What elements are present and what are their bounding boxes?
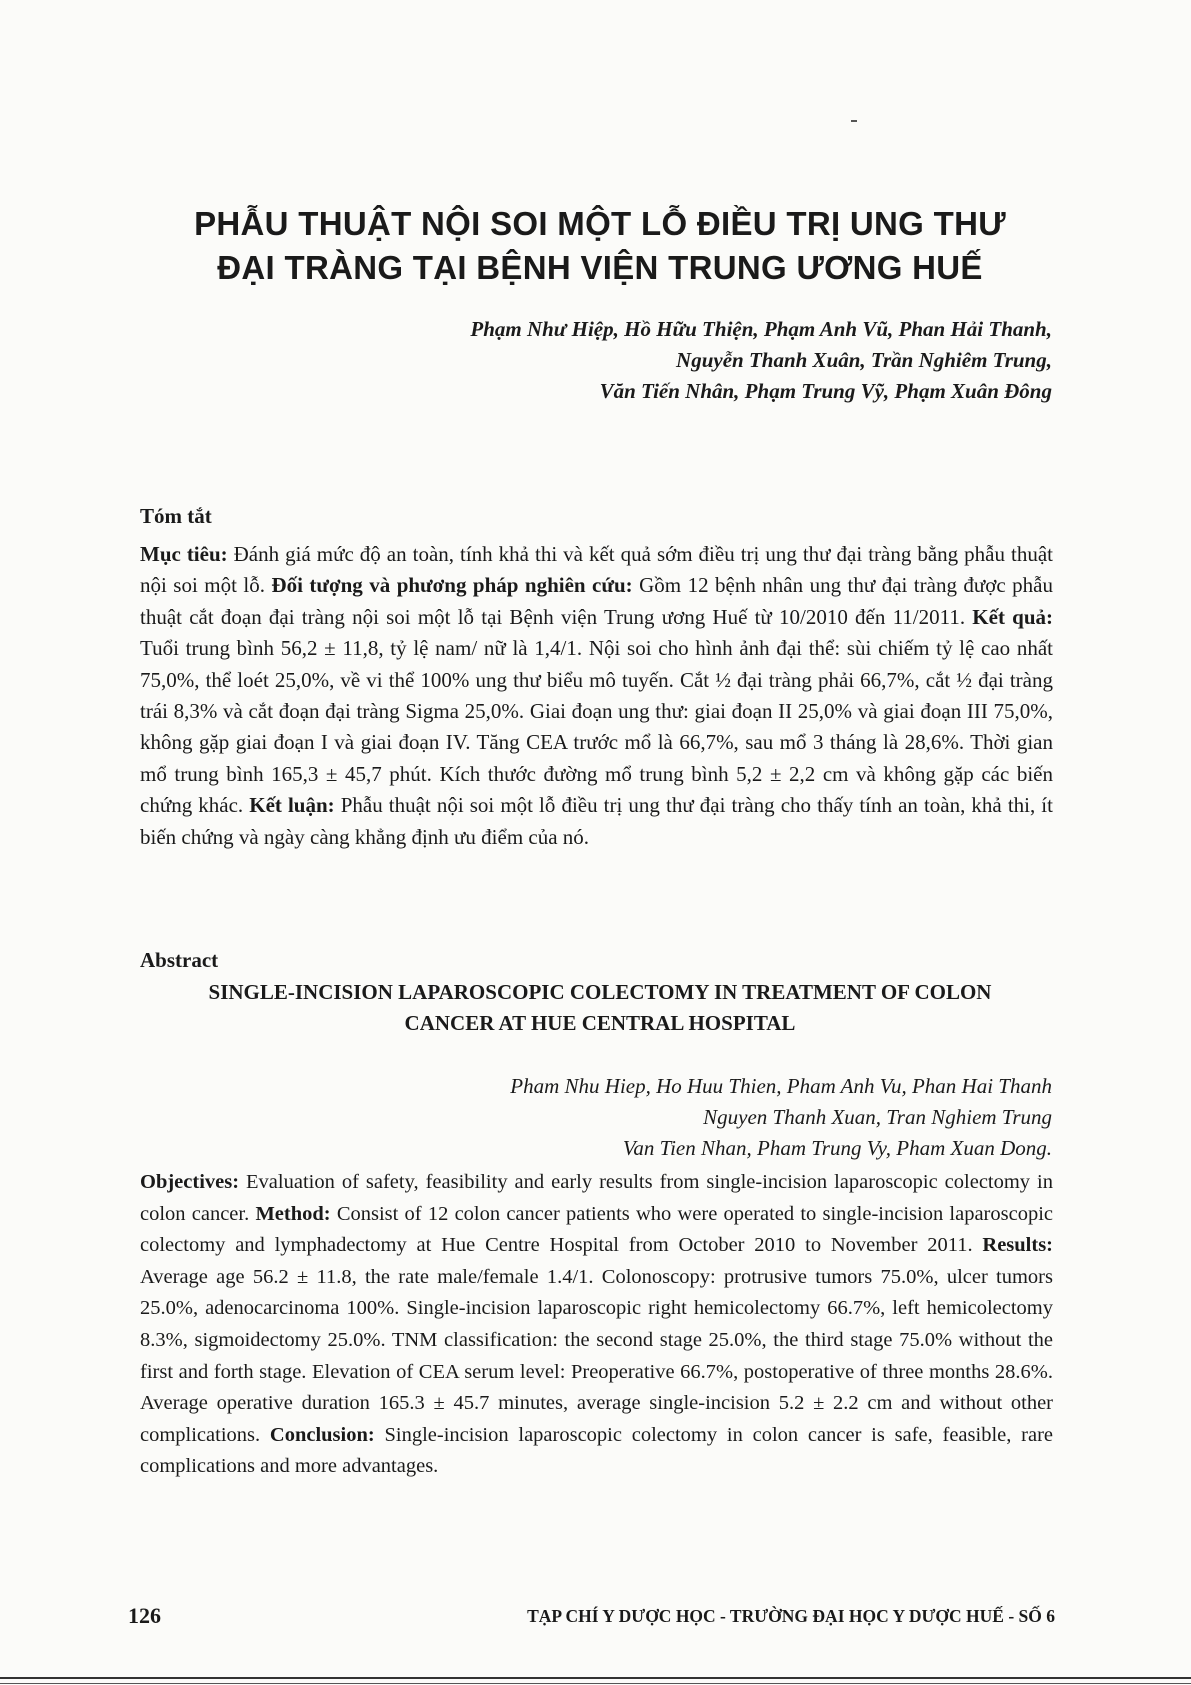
page-number: 126 (128, 1603, 161, 1628)
bottom-rule (0, 1677, 1191, 1679)
title-line-1: PHẪU THUẬT NỘI SOI MỘT LỖ ĐIỀU TRỊ UNG THƯ (194, 205, 1006, 242)
conclusion-text: Phẫu thuật nội soi một lỗ điều trị ung thư đại tràng cho thấy tính an toàn, khả thi, ít biến chứng và ngày càng khẳng định ưu điểm của nó. (140, 793, 1053, 849)
article-title (140, 202, 1060, 290)
summary-heading: Tóm tắt (140, 504, 212, 528)
author-line: Nguyễn Thanh Xuân, Trần Nghiêm Trung, (676, 348, 1052, 372)
method-text: Gồm 12 bệnh nhân ung thư đại tràng được phẫu thuật cắt đoạn đại tràng nội soi một lỗ tại Bệnh viện Trung ương Huế từ 10/2010 đến 11/2011. (140, 573, 1053, 629)
results-text: Tuổi trung bình 56,2 ± 11,8, tỷ lệ nam/ nữ là 1,4/1. Nội soi cho hình ảnh đại thể: sùi chiếm tỷ lệ cao nhất 75,0%, thể loét 25,0%, về vi thể 100% ung thư biểu mô tuyến. Cắt ½ đại tràng phải 66,7%, cắt ½ đại tràng trái 8,3% và cắt đoạn đại tràng Sigma 25,0%. Giai đoạn ung thư: giai đoạn II 25,0% và giai đoạn III 75,0%, không gặp giai đoạn I và giai đoạn IV. Tăng CEA trước mổ là 66,7%, sau mổ 3 tháng là 28,6%. Thời gian mổ trung bình 165,3 ± 45,7 phút. Kích thước đường mổ trung bình 5,2 ± 2,2 cm và không gặp các biến chứng khác. (140, 636, 1053, 818)
authors-english (252, 1071, 1052, 1164)
objective-text: Evaluation of safety, feasibility and early results from single-incision laparoscopic colectomy in colon cancer. (140, 1171, 1053, 1225)
author-line: Phạm Như Hiệp, Hồ Hữu Thiện, Phạm Anh Vũ, Phan Hải Thanh, (470, 317, 1052, 341)
conclusion-label: Conclusion: (269, 1423, 375, 1446)
title-line-2: ĐẠI TRÀNG TẠI BỆNH VIỆN TRUNG ƯƠNG HUẾ (217, 249, 983, 286)
english-title-line-1: SINGLE-INCISION LAPAROSCOPIC COLECTOMY IN TREATMENT OF COLON (208, 980, 992, 1004)
method-text: Consist of 12 colon cancer patients who were operated to single-incision laparoscopic colectomy and lymphadectomy at Hue Centre Hospital from October 2010 to November 2011. (140, 1202, 1054, 1257)
objective-label: Objectives: (140, 1171, 240, 1193)
scan-mark (851, 120, 857, 122)
objective-label: Mục tiêu: (140, 542, 228, 566)
english-title-line-2: CANCER AT HUE CENTRAL HOSPITAL (404, 1011, 796, 1035)
results-text: Average age 56.2 ± 11.8, the rate male/female 1.4/1. Colonoscopy: protrusive tumors 75.0%, ulcer tumors 25.0%, adenocarcinoma 100%. Single-incision laparoscopic right hemicolectomy 66.7%, left hemicolectomy 8.3%, sigmoidectomy 25.0%. TNM classification: the second stage 25.0%, the third stage 75.0% without the first and forth stage. Elevation of CEA serum level: Preoperative 66.7%, postoperative of three months 28.6%. Average operative duration 165.3 ± 45.7 minutes, average single-incision 5.2 ± 2.2 cm and without other complications. (140, 1265, 1053, 1446)
results-label: Results: (982, 1234, 1053, 1257)
method-label: Method: (255, 1202, 331, 1225)
author-line: Pham Nhu Hiep, Ho Huu Thien, Pham Anh Vu, Phan Hai Thanh (510, 1074, 1052, 1098)
results-label: Kết quả: (972, 604, 1053, 629)
abstract-paragraph (140, 1167, 1053, 1483)
english-title (140, 977, 1060, 1039)
bottom-rule-thin (0, 1683, 1191, 1684)
objective-text: Đánh giá mức độ an toàn, tính khả thi và kết quả sớm điều trị ung thư đại tràng bằng phẫu thuật nội soi một lỗ. (140, 542, 1053, 598)
method-label: Đối tượng và phương pháp nghiên cứu: (271, 573, 633, 598)
journal-footer: TẠP CHÍ Y DƯỢC HỌC - TRƯỜNG ĐẠI HỌC Y DƯỢC HUẾ - SỐ 6 (527, 1606, 1055, 1626)
author-line: Van Tien Nhan, Pham Trung Vy, Pham Xuan Dong. (622, 1136, 1052, 1160)
conclusion-label: Kết luận: (249, 793, 335, 818)
author-line: Văn Tiến Nhân, Phạm Trung Vỹ, Phạm Xuân Đông (599, 379, 1052, 403)
summary-paragraph (140, 539, 1053, 853)
abstract-heading: Abstract (140, 948, 219, 972)
author-line: Nguyen Thanh Xuan, Tran Nghiem Trung (703, 1105, 1052, 1129)
conclusion-text: Single-incision laparoscopic colectomy in colon cancer is safe, feasible, rare complications and more advantages. (140, 1423, 1053, 1478)
authors-vietnamese (252, 314, 1052, 407)
